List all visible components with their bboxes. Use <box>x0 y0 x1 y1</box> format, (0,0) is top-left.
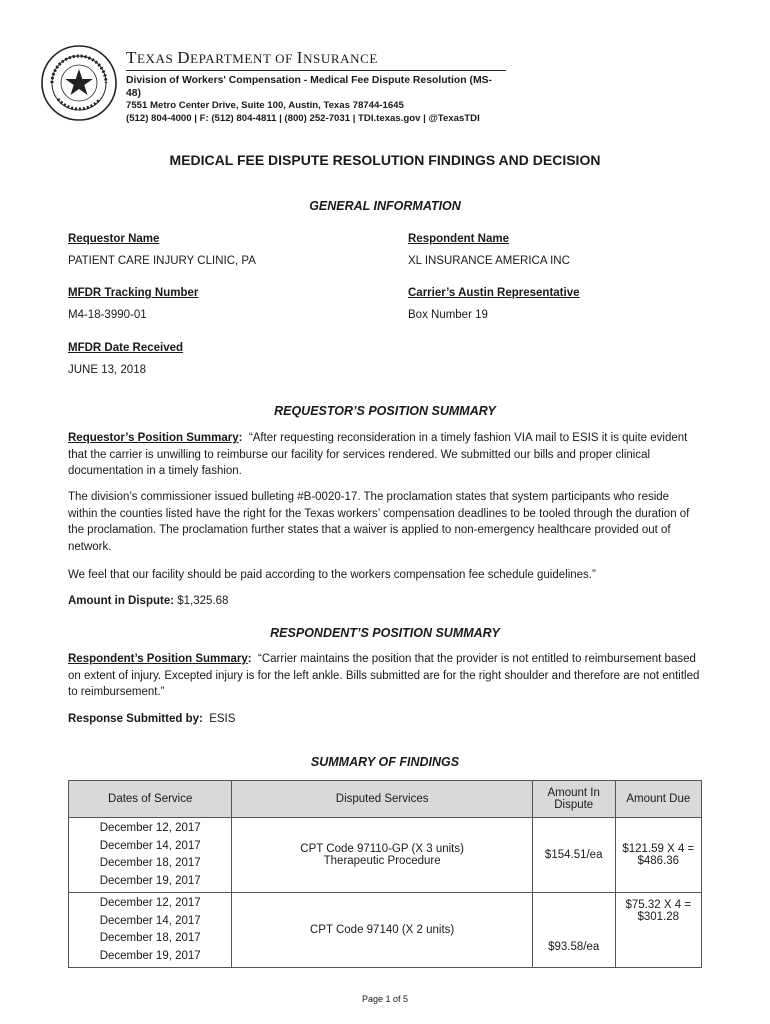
respondent-summary-text: “Carrier maintains the position that the provider is not entitled to reimbursement based on extent of injury. Excepted injury is for the left ankle. Bills submitted are for the right shoulder and therefore are not entitled to reimbursement.” <box>68 653 700 698</box>
table-row <box>69 818 702 893</box>
amount-in-dispute <box>68 593 700 610</box>
division-line: Division of Workers' Compensation - Medical Fee Dispute Resolution (MS-48) <box>126 75 492 99</box>
tdi-seal-logo <box>40 44 118 122</box>
amount-due-cell: $75.32 X 4 = $301.28 <box>615 893 701 968</box>
respondent-name-label: Respondent Name <box>408 233 509 245</box>
services-cell: CPT Code 97110-GP (X 3 units) Therapeutic Procedure <box>232 818 532 893</box>
response-submitted-label: Response Submitted by: <box>68 713 203 725</box>
agency-name: TEXAS DEPARTMENT OF INSURANCE <box>126 48 506 71</box>
in-dispute-cell: $93.58/ea <box>532 893 615 968</box>
in-dispute-cell: $154.51/ea <box>532 818 615 893</box>
requestor-summary-label: Requestor’s Position Summary <box>68 432 239 444</box>
amount-due-cell: $121.59 X 4 = $486.36 <box>615 818 701 893</box>
respondent-name-value: XL INSURANCE AMERICA INC <box>408 255 570 267</box>
requestor-paragraph-2: The division’s commissioner issued bulleting #B-0020-17. The proclamation states that system participants who reside within the counties listed have the right for the Texas workers’ compensation deadlines to be tooled through the duration of the proclamation. The proclamation further states that a waiver is applied to non-emergency healthcare provided out of network. <box>68 491 690 553</box>
response-submitted-value: ESIS <box>209 713 236 725</box>
carrier-rep-label: Carrier’s Austin Representative <box>408 287 580 299</box>
dates-cell: December 12, 2017 December 14, 2017 December 18, 2017 December 19, 2017 <box>69 818 232 893</box>
letterhead <box>126 48 506 125</box>
carrier-rep-value: Box Number 19 <box>408 309 488 321</box>
amount-in-dispute-value: $1,325.68 <box>177 595 229 607</box>
respondent-summary-paragraph: Respondent’s Position Summary: “Carrier maintains the position that the provider is not entitled to reimbursement based on extent of injury. Excepted injury is for the left ankle. Bills submitted are for the right shoulder and therefore are not entitled to reimbursement.” <box>68 653 700 698</box>
col-disputed-services: Disputed Services <box>232 781 532 818</box>
general-info-heading: GENERAL INFORMATION <box>309 199 461 213</box>
findings-table <box>68 780 702 968</box>
respondent-summary-label: Respondent’s Position Summary <box>68 653 248 665</box>
requestor-name-label: Requestor Name <box>68 233 160 245</box>
amount-in-dispute-label: Amount in Dispute: <box>68 595 175 607</box>
date-received-value: JUNE 13, 2018 <box>68 364 146 376</box>
services-cell: CPT Code 97140 (X 2 units) <box>232 893 532 968</box>
tracking-number-value: M4-18-3990-01 <box>68 309 147 321</box>
date-received-label: MFDR Date Received <box>68 342 184 354</box>
respondent-summary-heading: RESPONDENT’S POSITION SUMMARY <box>270 626 500 640</box>
col-amount-due: Amount Due <box>615 781 701 818</box>
response-submitted-by <box>68 711 700 728</box>
tracking-number-label: MFDR Tracking Number <box>68 287 199 299</box>
table-row <box>69 893 702 968</box>
findings-header-row <box>69 781 702 818</box>
col-dates-of-service: Dates of Service <box>69 781 232 818</box>
document-title: MEDICAL FEE DISPUTE RESOLUTION FINDINGS AND DECISION <box>169 152 601 168</box>
requestor-summary-paragraph: Requestor’s Position Summary: “After requesting reconsideration in a timely fashion VIA mail to ESIS it is quite evident that the carrier is unwilling to reimburse our facility for services rendered. We submitted our bills and proper clinical documentation in a timely fashion. <box>68 432 688 477</box>
requestor-summary-heading: REQUESTOR’S POSITION SUMMARY <box>274 404 496 418</box>
requestor-paragraph-3: We feel that our facility should be paid according to the workers compensation fee schedule guidelines.” <box>68 569 596 581</box>
col-amount-in-dispute: Amount In Dispute <box>532 781 615 818</box>
address-line: 7551 Metro Center Drive, Suite 100, Austin, Texas 78744-1645 <box>126 100 404 111</box>
contact-line: (512) 804-4000 | F: (512) 804-4811 | (800) 252-7031 | TDI.texas.gov | @TexasTDI <box>126 112 480 124</box>
page-number: Page 1 of 5 <box>361 994 409 1004</box>
dates-cell: December 12, 2017 December 14, 2017 December 18, 2017 December 19, 2017 <box>69 893 232 968</box>
requestor-summary-text: “After requesting reconsideration in a timely fashion VIA mail to ESIS it is quite evident that the carrier is unwilling to reimburse our facility for services rendered. We submitted our bills and proper clinical documentation in a timely fashion. <box>68 432 688 477</box>
summary-of-findings-heading: SUMMARY OF FINDINGS <box>310 755 460 769</box>
requestor-name-value: PATIENT CARE INJURY CLINIC, PA <box>68 255 256 267</box>
